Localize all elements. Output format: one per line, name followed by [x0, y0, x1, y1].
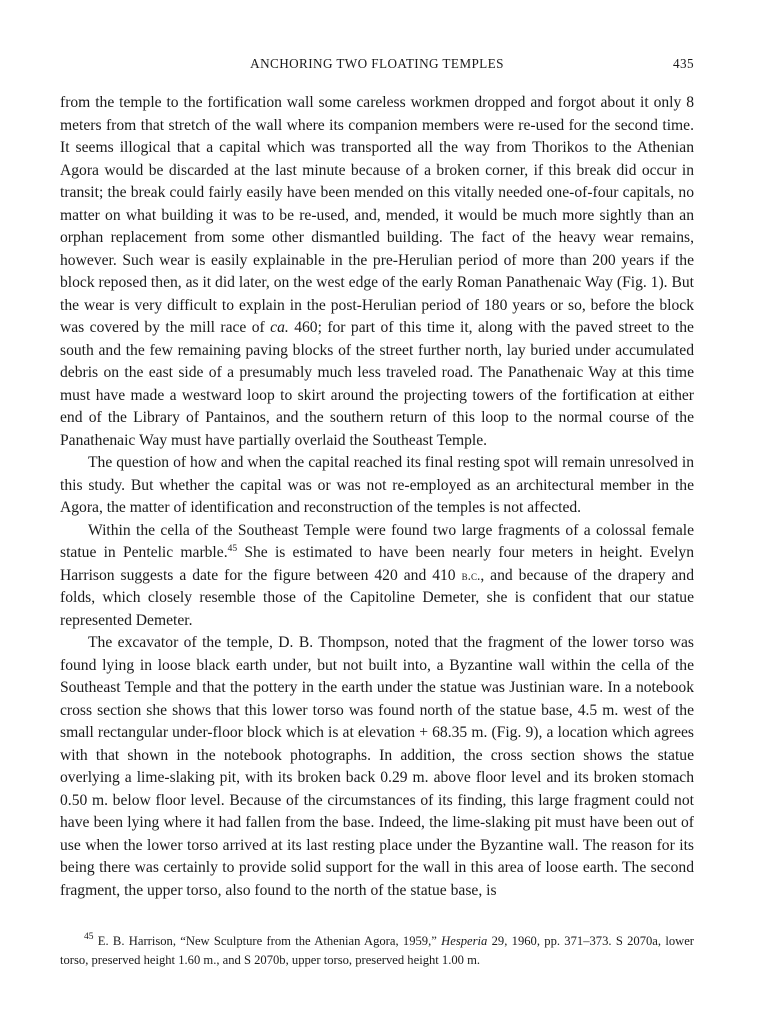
- footnote-number: 45: [84, 932, 94, 942]
- paragraph-4: The excavator of the temple, D. B. Thompson, noted that the fragment of the lower torso was found lying in loose black earth under, but not built into, a Byzantine wall within the cella of the Southeast Temple and that the pottery in the earth under the statue was Justinian ware. In a notebook cross section she shows that this lower torso was found north of the statue base, 4.5 m. west of the small rectangular under-floor block which is at elevation + 68.35 m. (Fig. 9), a location which agrees with that shown in the notebook photographs. In addition, the cross section shows the statue overlying a lime-slaking pit, with its broken back 0.29 m. above floor level and its broken stomach 0.50 m. below floor level. Because of the circumstances of its finding, this large fragment could not have been lying where it had fallen from the base. Indeed, the lime-slaking pit must have been out of use when the lower torso arrived at its last resting place under the Byzantine wall. The reason for its being there was certainly to provide solid support for the wall in this area of loose earth. The second fragment, the upper torso, also found to the north of the statue base, is: [60, 634, 694, 899]
- footnote-text-a: E. B. Harrison, “New Sculpture from the Athenian Agora, 1959,”: [97, 934, 437, 948]
- paragraph-3-text-a: Within the cella of the Southeast Temple were found two large fragments of a colossal female statue in Pentelic marble.: [60, 521, 694, 561]
- footnote-45: [60, 932, 694, 969]
- paragraph-1: [60, 92, 694, 452]
- running-title: ANCHORING TWO FLOATING TEMPLES: [250, 56, 504, 71]
- footnote-journal: Hesperia: [441, 934, 488, 948]
- footnote-text-b: 29, 1960, pp. 371–373. S 2070a, lower torso, preserved height 1.60 m., and S 2070b, upper torso, preserved height 1.00 m.: [60, 934, 694, 967]
- paragraph-3: [60, 520, 694, 633]
- bc-abbrev: b.c.: [461, 567, 481, 583]
- page-number: 435: [673, 56, 694, 71]
- footnote-text: [60, 932, 694, 969]
- paragraph-2: The question of how and when the capital reached its final resting spot will remain unresolved in this study. But whether the capital was or was not re-employed as an architectural member in the Agora, the matter of identification and reconstruction of the temples is not affected.: [60, 454, 694, 516]
- footnote-ref-45: 45: [227, 544, 238, 554]
- paragraph-3-text-b: She is estimated to have been nearly four meters in height. Evelyn Harrison suggests a date for the figure between 420 and 410: [60, 544, 694, 584]
- paragraph-3-text-c: , and because of the drapery and folds, which closely resemble those of the Capitoline Demeter, she is confident that our statue represented Demeter.: [60, 566, 695, 629]
- body-text: [60, 92, 694, 902]
- paragraph-1-text-end: 460; for part of this time it, along with the paved street to the south and the few remaining paving blocks of the street further north, lay buried under accumulated debris on the east side of a presumably much less traveled road. The Panathenaic Way at this time must have made a westward loop to skirt around the projecting towers of the fortification at either end of the Library of Pantainos, and the southern return of this loop to the normal course of the Panathenaic Way must have partially overlaid the Southeast Temple.: [60, 319, 694, 449]
- circa-abbrev: ca.: [270, 319, 289, 336]
- paragraph-1-text: from the temple to the fortification wall some careless workmen dropped and forgot about it only 8 meters from that stretch of the wall where its companion members were re-used for the second time. It seems illogical that a capital which was transported all the way from Thorikos to the Athenian Agora would be discarded at the last minute because of a broken corner, if this break did occur in transit; the break could fairly easily have been mended on this vitally needed one-of-four capitals, no matter on what building it was to be re-used, and, mended, it would be much more sightly than an orphan replacement from some other dismantled building. The fact of the heavy wear remains, however. Such wear is easily explainable in the pre-Herulian period of more than 200 years if the block reposed then, as it did later, on the west edge of the early Roman Panathenaic Way (Fig. 1). But the wear is very difficult to explain in the post-Herulian period of 180 years or so, before the block was covered by the mill race of: [60, 94, 694, 336]
- running-header: [60, 56, 694, 76]
